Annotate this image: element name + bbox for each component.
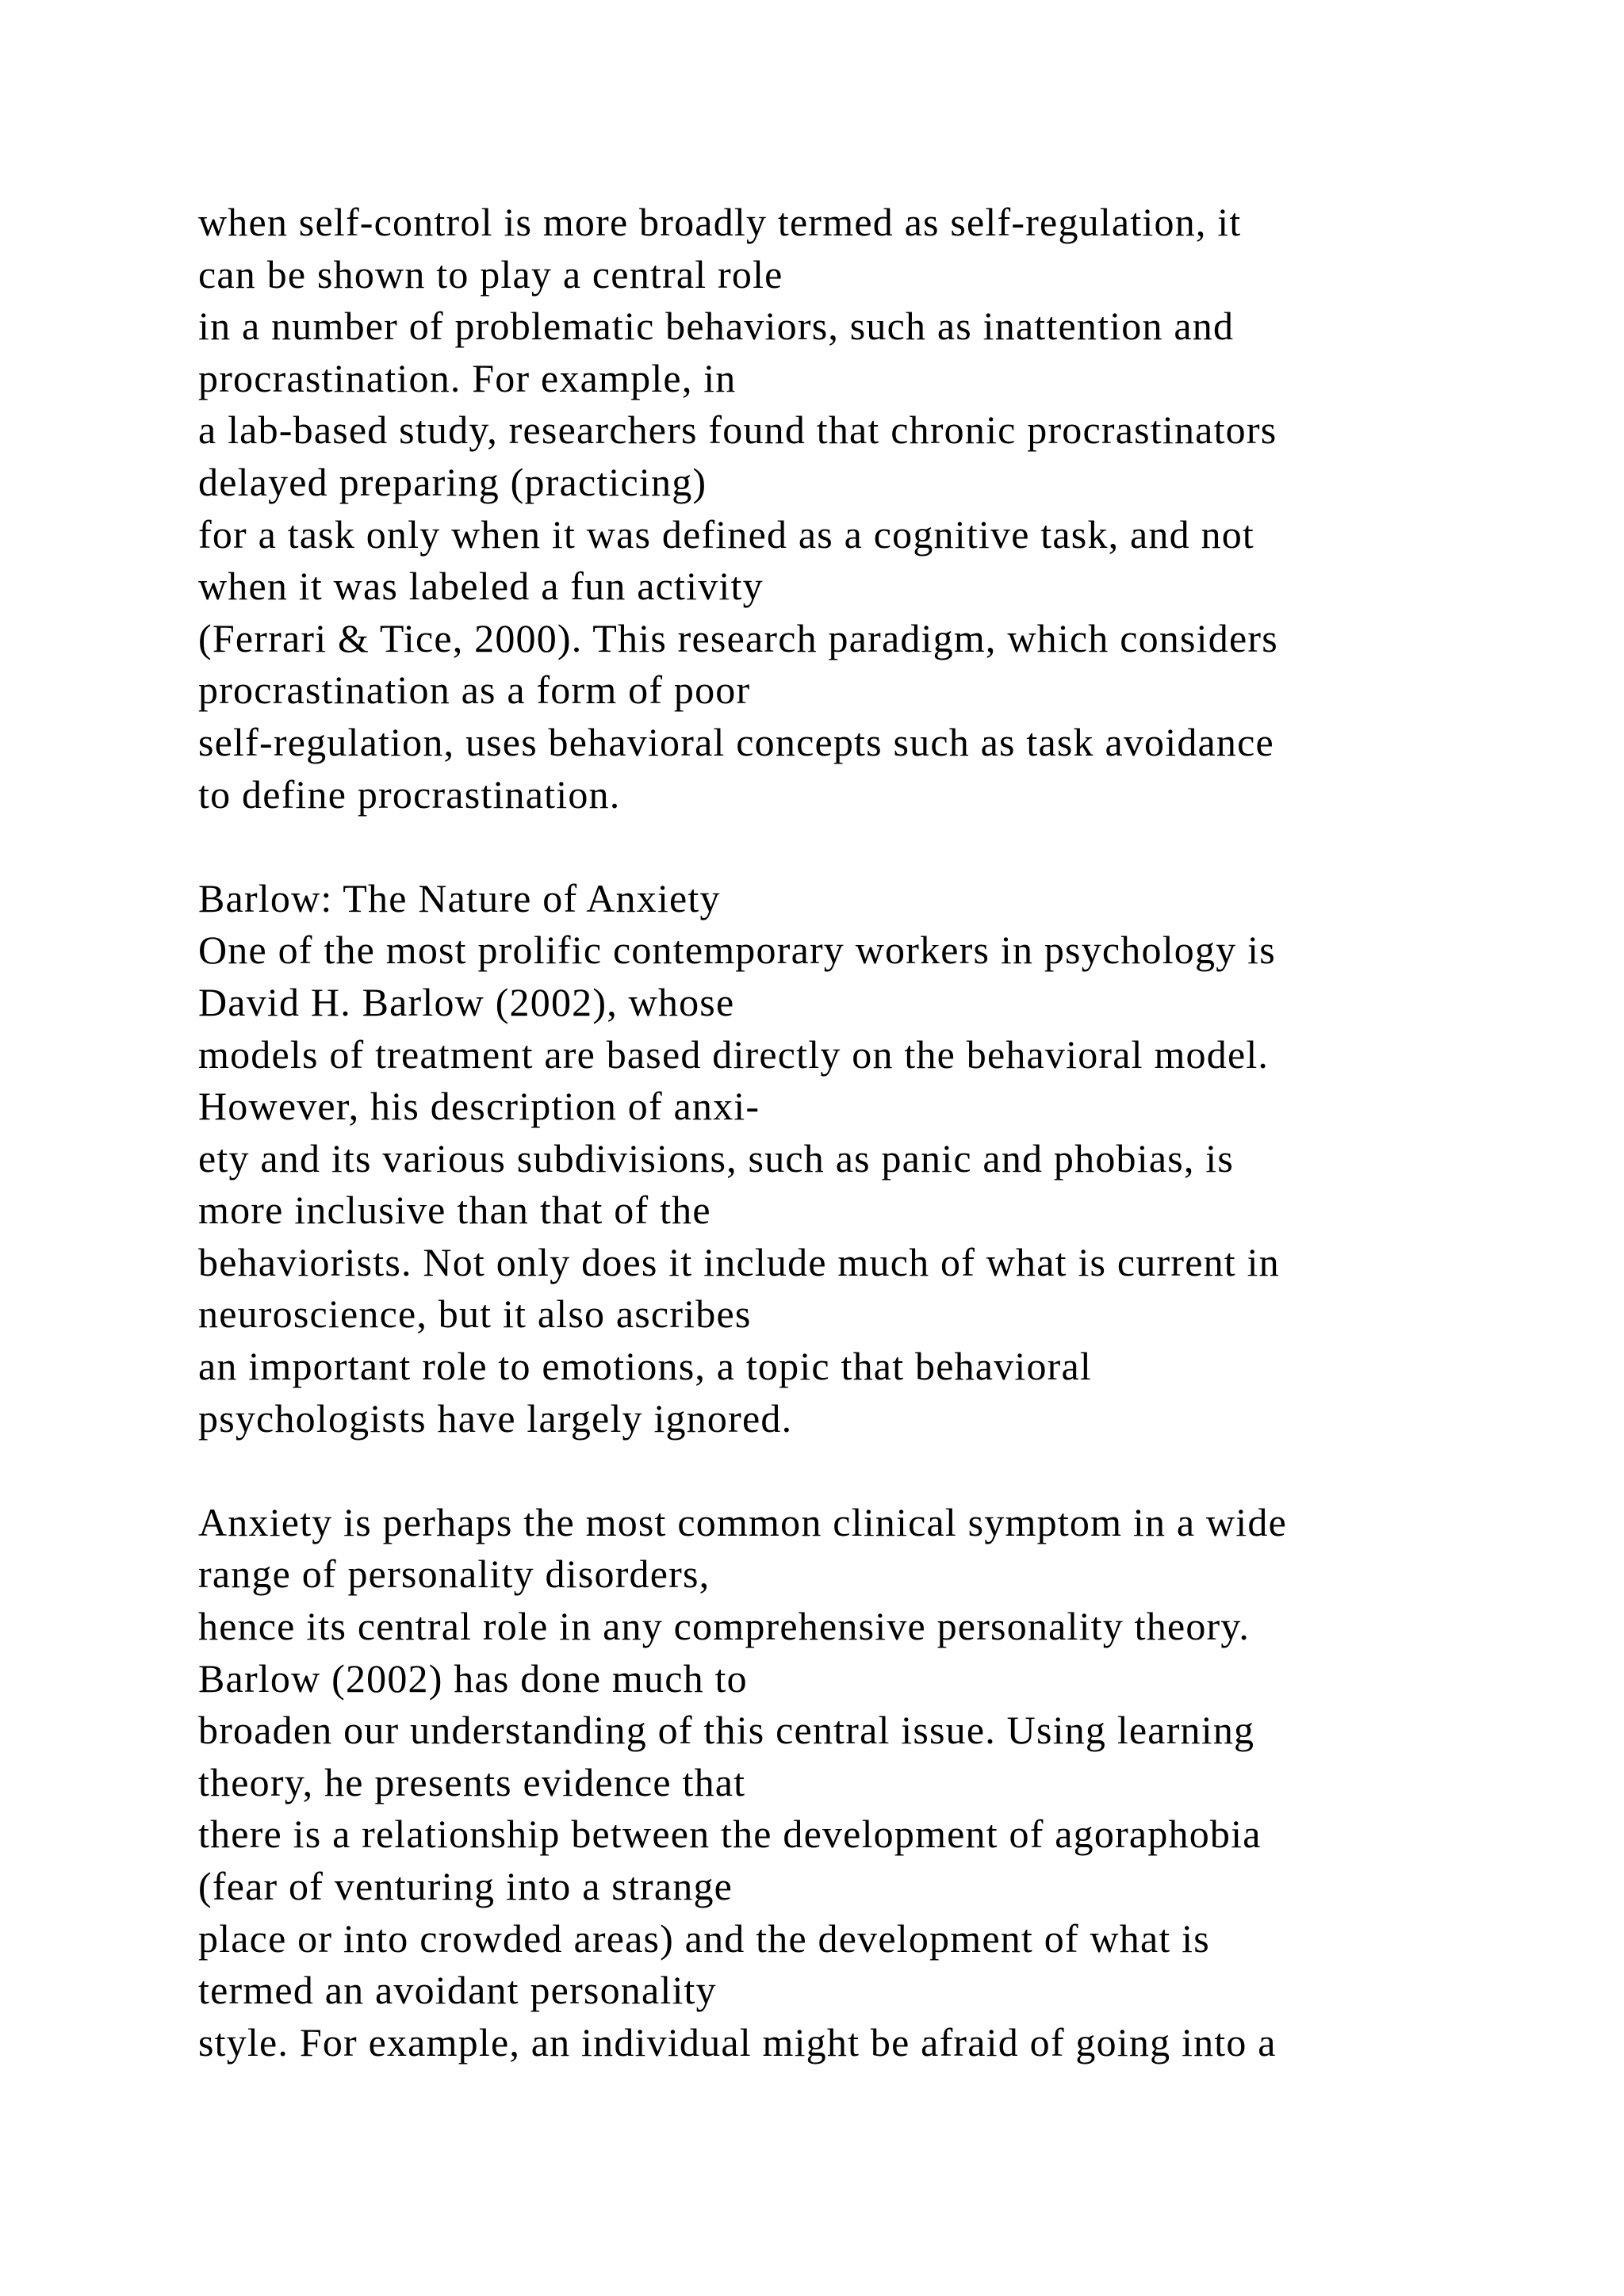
text-line-5: a lab-based study, researchers found that chronic procrastinators: [198, 408, 1277, 453]
text-line-24: psychologists have largely ignored.: [198, 1395, 793, 1441]
text-line-18: However, his description of anxi-: [198, 1084, 760, 1129]
text-line-34: place or into crowded areas) and the development of what is: [198, 1915, 1210, 1961]
text-line-19: ety and its various subdivisions, such as panic and phobias, is: [198, 1135, 1235, 1181]
text-line-33: (fear of venturing into a strange: [198, 1864, 733, 1908]
text-line-8: when it was labeled a fun activity: [198, 564, 764, 609]
text-line-23: an important role to emotions, a topic that behavioral: [198, 1344, 1093, 1389]
text-line-20: more inclusive than that of the: [198, 1188, 711, 1233]
text-line-1: when self-control is more broadly termed as self-regulation, it: [198, 200, 1242, 244]
text-line-27: range of personality disorders,: [198, 1552, 710, 1597]
text-line-15: One of the most prolific contemporary workers in psychology is: [198, 928, 1276, 973]
text-line-32: there is a relationship between the development of agoraphobia: [198, 1812, 1262, 1857]
text-line-21: behaviorists. Not only does it include much of what is current in: [198, 1239, 1280, 1284]
section-heading: Barlow: The Nature of Anxiety: [198, 875, 721, 920]
text-line-28: hence its central role in any comprehensive personality theory.: [198, 1604, 1251, 1649]
text-line-36: style. For example, an individual might be afraid of going into a: [198, 2019, 1277, 2064]
text-line-7: for a task only when it was defined as a cognitive task, and not: [198, 511, 1255, 557]
text-line-29: Barlow (2002) has done much to: [198, 1655, 748, 1701]
text-line-11: self-regulation, uses behavioral concepts such as task avoidance: [198, 719, 1274, 764]
text-line-2: can be shown to play a central role: [198, 251, 783, 297]
text-line-10: procrastination as a form of poor: [198, 668, 751, 713]
text-line-31: theory, he presents evidence that: [198, 1759, 746, 1804]
text-line-9: (Ferrari & Tice, 2000). This research paradigm, which considers: [198, 615, 1278, 660]
text-line-4: procrastination. For example, in: [198, 355, 737, 400]
text-line-35: termed an avoidant personality: [198, 1968, 717, 2013]
text-line-12: to define procrastination.: [198, 771, 621, 817]
text-line-17: models of treatment are based directly on the behavioral model.: [198, 1031, 1270, 1077]
text-line-30: broaden our understanding of this central issue. Using learning: [198, 1708, 1255, 1753]
paragraph-break: [198, 821, 1602, 873]
text-line-16: David H. Barlow (2002), whose: [198, 979, 735, 1024]
document-body: [198, 197, 1602, 2068]
text-line-6: delayed preparing (practicing): [198, 459, 707, 504]
text-line-26: Anxiety is perhaps the most common clinical symptom in a wide: [198, 1499, 1287, 1544]
paragraph-break: [198, 1445, 1602, 1497]
text-line-22: neuroscience, but it also ascribes: [198, 1292, 752, 1337]
text-line-3: in a number of problematic behaviors, such as inattention and: [198, 304, 1235, 349]
